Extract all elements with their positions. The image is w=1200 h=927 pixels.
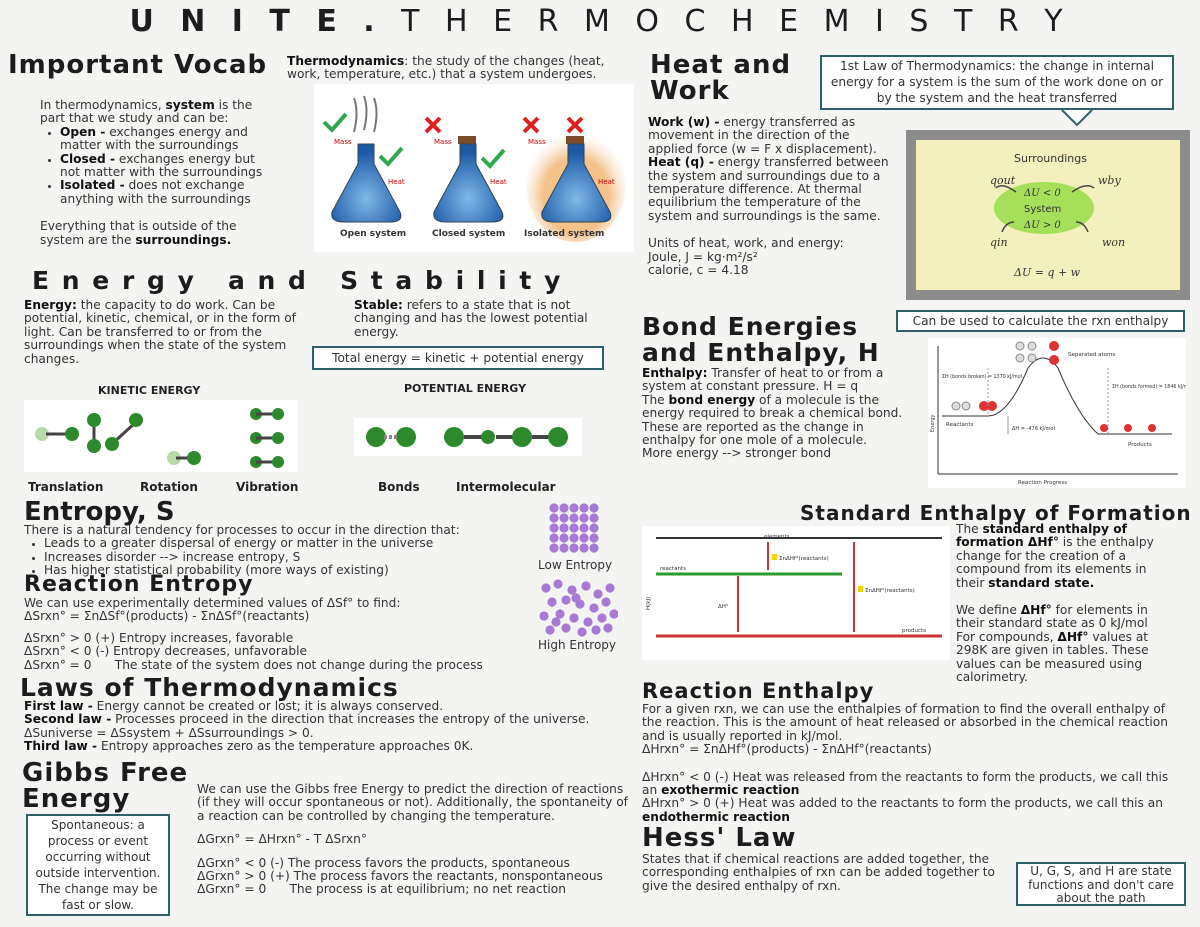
high-entropy-particle — [555, 609, 564, 618]
reaction-enthalpy-heading: Reaction Enthalpy — [642, 679, 875, 703]
svg-text:Mass: Mass — [334, 138, 352, 146]
reaction-entropy-text: We can use experimentally determined values of ΔSf° to find: ΔSrxn° = ΣnΔSf°(products) - ΣnΔSf°(reactants) ΔSrxn° > 0 (+) Entropy increases, favorable ΔSrxn° < 0 (-) Entropy decreases, unfavorable ΔSrxn° = 0 The state of the system does not change during the process — [24, 596, 483, 672]
high-entropy-particle — [569, 613, 578, 622]
high-entropy-particle — [581, 581, 590, 590]
low-entropy-label: Low Entropy — [538, 558, 613, 572]
reaction-enthalpy-equation: ΔHrxn° = ΣnΔHf°(products) - ΣnΔHf°(reactants) — [642, 742, 932, 757]
low-entropy-particle — [579, 523, 588, 532]
low-entropy-particle — [569, 523, 578, 532]
high-entropy-particle — [571, 593, 580, 602]
svg-text:ΔU < 0: ΔU < 0 — [1024, 188, 1061, 199]
stable-definition: Stable: refers to a state that is not changing and has the lowest potential energy. — [354, 298, 588, 339]
formation-heading: Standard Enthalpy of Formation — [800, 501, 1192, 525]
svg-text:Energy: Energy — [930, 414, 936, 432]
svg-text:ΔU > 0: ΔU > 0 — [1024, 220, 1061, 231]
svg-text:Heat: Heat — [490, 178, 507, 186]
entropy-heading: Entropy, S — [24, 497, 175, 527]
total-energy-note: Total energy = kinetic + potential energy — [312, 346, 604, 370]
first-law: First law - Energy cannot be created or lost; it is always conserved. — [24, 699, 444, 713]
high-entropy-particle — [609, 609, 618, 618]
spontaneous-note: Spontaneous: a process or event occurring without outside intervention. The change may be fast or slow. — [26, 814, 170, 916]
potential-energy-title: POTENTIAL ENERGY — [404, 382, 527, 395]
high-entropy-particle — [561, 595, 570, 604]
isolated-system-flask — [524, 118, 626, 242]
svg-text:products: products — [902, 628, 927, 634]
low-entropy-particle — [549, 523, 558, 532]
low-entropy-particle — [559, 523, 568, 532]
potential-energy-figure — [354, 418, 582, 456]
closed-system-item: • Closed - exchanges energy but not matter with the surroundings — [60, 153, 278, 180]
open-system-flask — [324, 96, 406, 239]
svg-text:Separated atoms: Separated atoms — [1068, 352, 1116, 358]
formation-diagram — [642, 526, 950, 660]
high-entropy-particle — [583, 617, 592, 626]
laws-heading: Laws of Thermodynamics — [20, 673, 399, 702]
high-entropy-particle — [597, 613, 606, 622]
svg-text:System: System — [1024, 204, 1062, 215]
high-entropy-particle — [603, 623, 612, 632]
entropy-bullet: • Leads to a greater dispersal of energy or matter in the universe — [44, 537, 544, 550]
low-entropy-particle — [559, 533, 568, 542]
svg-text:ΣH (bonds broken) = 1370 kJ/mo: ΣH (bonds broken) = 1370 kJ/mol — [942, 375, 1022, 380]
entropy-text: There is a natural tendency for processes to occur in the direction that: • Leads to a greater dispersal of energy or matter in the universe • Increases disorder --> increase entropy, S • Has higher statistical probability (more ways of existing) — [24, 524, 544, 578]
page-title — [0, 4, 1200, 39]
svg-text:ΔH°: ΔH° — [718, 604, 729, 610]
high-entropy-particle — [545, 625, 554, 634]
bonds-label: Bonds — [378, 480, 420, 494]
svg-text:won: won — [1102, 236, 1126, 249]
low-entropy-grid — [548, 502, 600, 554]
low-entropy-particle — [569, 513, 578, 522]
enthalpy-definition: Enthalpy: Transfer of heat to or from a system at constant pressure. H = q The bond energy of a molecule is the energy required to break a chemical bond. These are reported as the change in enthalpy for one mole of a molecule. More energy --> stronger bond — [642, 366, 903, 461]
low-entropy-particle — [569, 503, 578, 512]
entropy-bullet: • Increases disorder --> increase entropy, S — [44, 551, 544, 564]
state-functions-note: U, G, S, and H are state functions and don't care about the path — [1016, 862, 1186, 906]
bond-energies-heading: Bond Energies and Enthalpy, H — [642, 312, 880, 367]
energy-stability-heading: E n e r g y a n d S t a b i l i t y — [32, 266, 563, 295]
low-entropy-particle — [589, 533, 598, 542]
low-entropy-particle — [569, 533, 578, 542]
high-entropy-particle — [577, 627, 586, 636]
svg-text:H(kJ): H(kJ) — [646, 596, 652, 610]
svg-text:ΣH (bonds formed) = 1846 kJ/mo: ΣH (bonds formed) = 1846 kJ/mol — [1112, 385, 1186, 390]
svg-text:Surroundings: Surroundings — [1014, 152, 1087, 165]
intermolecular-label: Intermolecular — [456, 480, 556, 494]
energy-definition: Energy: the capacity to do work. Can be potential, kinetic, chemical, or in the form of light. Can be transferred to or from the surroundings when the state of the system changes. — [24, 298, 296, 366]
first-law-note-pointer — [1060, 109, 1094, 127]
low-entropy-particle — [579, 513, 588, 522]
isolated-system-item: • Isolated - does not exchange anything with the surroundings — [60, 179, 278, 206]
heat-work-heading: Heat and Work — [650, 50, 792, 106]
low-entropy-particle — [579, 503, 588, 512]
svg-text:qout: qout — [990, 174, 1016, 187]
gibbs-text: We can use the Gibbs free Energy to predict the direction of reactions (if they will occur spontaneous or not). Additionally, the spontaneity of a reaction can be controlled by changing the temperature. ΔGrxn° = ΔHrxn° - T ΔSrxn° ΔGrxn° < 0 (-) The process favors the products, spontaneous ΔGrxn° > 0 (+) The process favors the reactants, nonspontaneous ΔGrxn° = 0 The process is at equilibrium; no net reaction — [197, 783, 637, 897]
system-definition: In thermodynamics, system is the part that we study and can be: • Open - exchanges energy and matter with the surroundings • Closed - exchanges energy but not matter with the surroundings • Isolated - does not exchange anything with the surroundings Everything that is outside of the system are the surroundings. — [40, 99, 278, 247]
svg-text:ΔU = q + w: ΔU = q + w — [1014, 266, 1081, 279]
first-law-note: 1st Law of Thermodynamics: the change in internal energy for a system is the sum of the work done on or by the system and the heat transferred — [820, 55, 1174, 110]
open-system-item: • Open - exchanges energy and matter with the surroundings — [60, 126, 278, 153]
vibration-label: Vibration — [236, 480, 299, 494]
low-entropy-particle — [549, 543, 558, 552]
svg-text:Mass: Mass — [434, 138, 452, 146]
low-entropy-particle — [559, 543, 568, 552]
closed-system-flask — [426, 118, 507, 239]
high-entropy-particle — [601, 597, 610, 606]
svg-text:Mass: Mass — [528, 138, 546, 146]
svg-text:Heat: Heat — [598, 178, 615, 186]
formation-text: The standard enthalpy of formation ΔHf° is the enthalpy change for the creation of a compound from its elements in their standard state. We define ΔHf° for elements in their standard state as 0 kJ/mol For compounds, ΔHf° values at 298K are given in tables. These values can be measured using calorimetry. — [956, 522, 1154, 685]
low-entropy-particle — [549, 503, 558, 512]
low-entropy-particle — [569, 543, 578, 552]
high-entropy-particle — [547, 597, 556, 606]
internal-energy-diagram — [906, 130, 1190, 300]
svg-text:ΣnΔHf°(reactants): ΣnΔHf°(reactants) — [865, 588, 915, 594]
svg-text:reactants: reactants — [660, 566, 686, 572]
high-entropy-particle — [553, 579, 562, 588]
high-entropy-particle — [551, 617, 560, 626]
rxn-enthalpy-note: Can be used to calculate the rxn enthalpy — [896, 310, 1185, 332]
low-entropy-particle — [579, 533, 588, 542]
hess-heading: Hess' Law — [642, 823, 797, 853]
low-entropy-particle — [589, 503, 598, 512]
low-entropy-particle — [549, 533, 558, 542]
translation-label: Translation — [28, 480, 104, 494]
reaction-enthalpy-text: For a given rxn, we can use the enthalpies of formation to find the overall enthalpy of the reaction. This is the amount of heat released or absorbed in the chemical reaction and is usually reported in kJ/mol. ΔHrxn° = ΣnΔHf°(products) - ΣnΔHf°(reactants) ΔHrxn° < 0 (-) Heat was released from the reactants to form the products, we call this an exothermic reaction ΔHrxn° > 0 (+) Heat was added to the reactants to form the products, we call this an endothermic reaction — [642, 703, 1176, 824]
kinetic-energy-figure — [24, 400, 298, 472]
gibbs-heading: Gibbs Free Energy — [22, 758, 189, 814]
high-entropy-particle — [567, 585, 576, 594]
kinetic-energy-title: KINETIC ENERGY — [98, 384, 201, 397]
open-system-label: Open system — [340, 229, 407, 239]
low-entropy-particle — [559, 503, 568, 512]
laws-text — [24, 700, 604, 754]
low-entropy-particle — [559, 513, 568, 522]
surroundings-definition: Everything that is outside of the system are the surroundings. — [40, 219, 237, 247]
high-entropy-particle — [593, 589, 602, 598]
closed-system-label: Closed system — [432, 229, 506, 239]
high-entropy-particle — [605, 583, 614, 592]
low-entropy-particle — [579, 543, 588, 552]
reaction-entropy-heading: Reaction Entropy — [24, 572, 254, 597]
thermo-definition: Thermodynamics: the study of the changes (heat, work, temperature, etc.) that a system undergoes. — [287, 54, 605, 82]
high-entropy-label: High Entropy — [538, 638, 617, 652]
third-law: Third law - Entropy approaches zero as the temperature approaches 0K. — [24, 739, 474, 754]
low-entropy-particle — [549, 513, 558, 522]
stronger-bond-note: More energy --> stronger bond — [642, 446, 832, 461]
bond-energy-graph — [928, 338, 1186, 488]
high-entropy-cluster — [538, 578, 618, 638]
high-entropy-particle — [561, 623, 570, 632]
isolated-system-label: Isolated system — [524, 229, 605, 239]
vocab-heading: Important Vocab — [8, 50, 268, 80]
svg-text:elements: elements — [764, 534, 790, 540]
entropy-bullet: • Has higher statistical probability (more ways of existing) — [44, 564, 544, 577]
high-entropy-particle — [589, 603, 598, 612]
svg-text:Heat: Heat — [388, 178, 405, 186]
high-entropy-particle — [591, 625, 600, 634]
low-entropy-particle — [589, 513, 598, 522]
gibbs-equation: ΔGrxn° = ΔHrxn° - T ΔSrxn° — [197, 832, 367, 847]
svg-text:ΣnΔHf°(reactants): ΣnΔHf°(reactants) — [779, 556, 829, 562]
second-law: Second law - Processes proceed in the direction that increases the entropy of the universe. ΔSuniverse = ΔSsystem + ΔSsurroundings > 0. — [24, 712, 590, 740]
svg-text:qin: qin — [990, 236, 1008, 249]
svg-text:Products: Products — [1128, 442, 1152, 448]
energy-units: Units of heat, work, and energy: Joule, J = kg·m²/s² calorie, c = 4.18 — [648, 236, 844, 278]
svg-text:Reactants: Reactants — [946, 422, 974, 428]
high-entropy-particle — [541, 583, 550, 592]
system-types-figure — [314, 84, 634, 252]
svg-text:ΔH = -476 kJ/mol: ΔH = -476 kJ/mol — [1012, 426, 1055, 432]
low-entropy-particle — [589, 543, 598, 552]
svg-text:wby: wby — [1098, 174, 1121, 187]
title-unit: U N I T E . — [129, 4, 383, 39]
title-topic: T H E R M O C H E M I S T R Y — [401, 4, 1071, 39]
svg-text:Reaction Progress: Reaction Progress — [1018, 480, 1068, 486]
heat-work-definitions: Work (w) - energy transferred as movement in the direction of the applied force (w = F x displacement). Heat (q) - energy transferred between the system and surroundings due to a temperature difference. At thermal equilibrium the temperature of the system and surroundings is the same. Units of heat, work, and energy: Joule, J = kg·m²/s² calorie, c = 4.18 — [648, 116, 896, 277]
hess-text: States that if chemical reactions are added together, the corresponding enthalpies of rxn can be added together to give the desired enthalpy of rxn. — [642, 852, 995, 893]
rotation-label: Rotation — [140, 480, 198, 494]
low-entropy-particle — [589, 523, 598, 532]
